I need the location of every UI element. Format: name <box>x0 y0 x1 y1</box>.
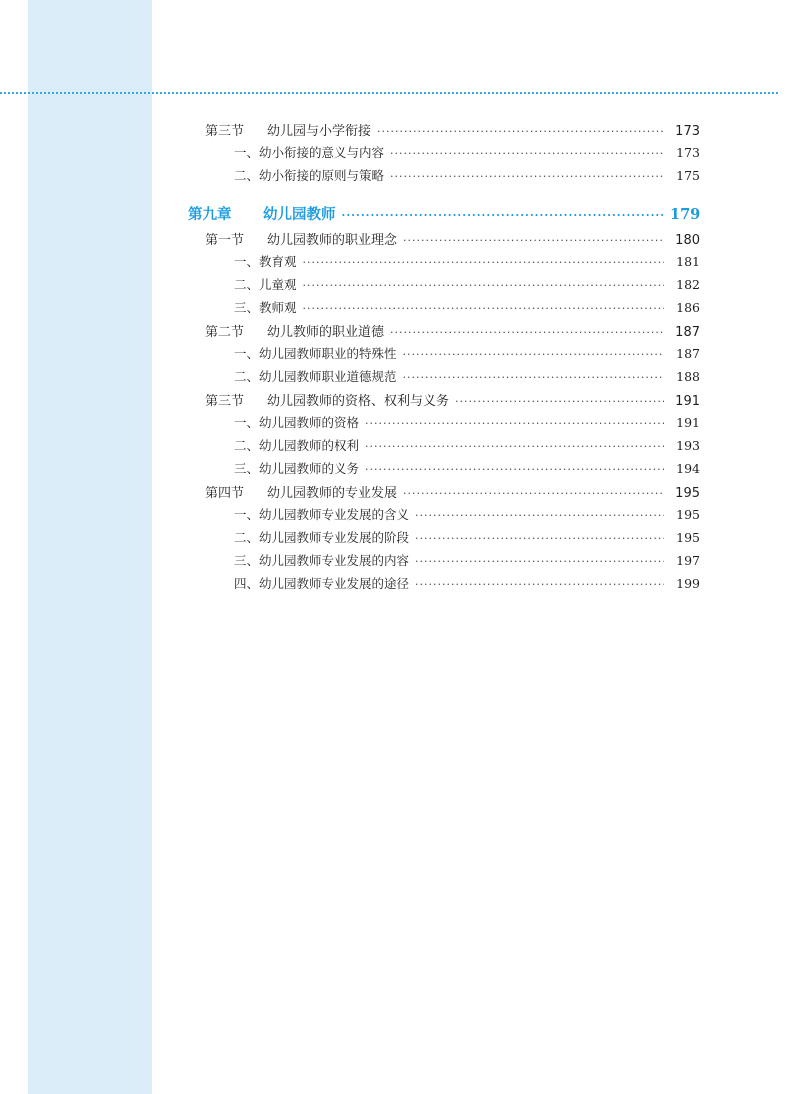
page-number: 175 <box>676 168 700 183</box>
toc-label: 三、教师观 <box>234 300 297 315</box>
toc-section-row[interactable] <box>188 482 700 505</box>
dot-leader <box>303 302 664 315</box>
page-number: 186 <box>676 300 700 315</box>
dot-leader <box>403 234 664 247</box>
dot-leader <box>403 487 664 500</box>
page-number: 187 <box>675 325 700 340</box>
toc-label: 第二节 幼儿教师的职业道德 <box>205 325 385 340</box>
toc-item-row[interactable] <box>188 344 700 367</box>
toc-item-row[interactable] <box>188 459 700 482</box>
page-number: 191 <box>675 394 700 409</box>
dot-leader <box>365 440 664 453</box>
toc-label: 一、幼小衔接的意义与内容 <box>234 145 385 160</box>
toc-label: 三、幼儿园教师的义务 <box>234 461 360 476</box>
side-color-band <box>28 0 152 1094</box>
dot-leader <box>390 326 664 339</box>
toc-label: 一、幼儿园教师的资格 <box>234 415 360 430</box>
toc-item-row[interactable] <box>188 574 700 597</box>
toc-section-row[interactable] <box>188 390 700 413</box>
dot-leader <box>377 125 664 138</box>
dot-leader <box>415 555 664 568</box>
page-number: 197 <box>676 553 700 568</box>
toc-label: 第三节 幼儿园教师的资格、权利与义务 <box>205 394 450 409</box>
page-number: 188 <box>676 369 700 384</box>
page-number: 194 <box>676 461 700 476</box>
dot-leader <box>342 209 665 222</box>
toc-label: 二、幼小衔接的原则与策略 <box>234 168 385 183</box>
page-number: 182 <box>676 277 700 292</box>
toc-item-row[interactable] <box>188 367 700 390</box>
toc-chapter-row[interactable] <box>188 203 700 229</box>
toc-item-row[interactable] <box>188 275 700 298</box>
page-number: 195 <box>676 507 700 522</box>
dot-leader <box>403 348 664 361</box>
toc-item-row[interactable] <box>188 166 700 189</box>
page-number: 187 <box>676 346 700 361</box>
toc-item-row[interactable] <box>188 413 700 436</box>
dot-leader <box>415 509 664 522</box>
toc-label: 四、幼儿园教师专业发展的途径 <box>234 576 410 591</box>
toc-item-row[interactable] <box>188 143 700 166</box>
toc-section-row[interactable] <box>188 229 700 252</box>
toc-item-row[interactable] <box>188 551 700 574</box>
page-number: 195 <box>675 486 700 501</box>
dot-leader <box>303 279 664 292</box>
dot-leader <box>455 395 664 408</box>
toc-label: 一、幼儿园教师专业发展的含义 <box>234 507 410 522</box>
toc-item-row[interactable] <box>188 505 700 528</box>
toc-label: 第四节 幼儿园教师的专业发展 <box>205 486 398 501</box>
dot-leader <box>390 147 664 160</box>
toc-label: 二、幼儿园教师专业发展的阶段 <box>234 530 410 545</box>
page-number: 191 <box>676 415 700 430</box>
dot-leader <box>365 463 664 476</box>
toc-label: 一、教育观 <box>234 254 297 269</box>
toc-item-row[interactable] <box>188 298 700 321</box>
page-number: 199 <box>676 576 700 591</box>
page-number: 195 <box>676 530 700 545</box>
toc-label: 一、幼儿园教师职业的特殊性 <box>234 346 397 361</box>
dot-leader <box>365 417 664 430</box>
toc-label: 二、儿童观 <box>234 277 297 292</box>
toc-section-row[interactable] <box>188 321 700 344</box>
dot-leader <box>403 371 664 384</box>
dot-leader <box>415 578 664 591</box>
page-number: 181 <box>676 254 700 269</box>
toc-item-row[interactable] <box>188 528 700 551</box>
toc-label: 二、幼儿园教师职业道德规范 <box>234 369 397 384</box>
dot-leader <box>303 256 664 269</box>
page-number: 173 <box>676 145 700 160</box>
toc-label: 二、幼儿园教师的权利 <box>234 438 360 453</box>
toc-label: 第九章 幼儿园教师 <box>188 206 336 223</box>
table-of-contents <box>188 120 700 597</box>
page-number: 179 <box>670 206 701 223</box>
page-number: 193 <box>676 438 700 453</box>
toc-item-row[interactable] <box>188 252 700 275</box>
toc-label: 三、幼儿园教师专业发展的内容 <box>234 553 410 568</box>
toc-item-row[interactable] <box>188 436 700 459</box>
dot-leader <box>390 170 664 183</box>
page-number: 173 <box>675 124 700 139</box>
toc-label: 第三节 幼儿园与小学衔接 <box>205 124 372 139</box>
header-dotted-rule <box>0 92 778 94</box>
dot-leader <box>415 532 664 545</box>
toc-section-row[interactable] <box>188 120 700 143</box>
page-number: 180 <box>675 233 700 248</box>
toc-label: 第一节 幼儿园教师的职业理念 <box>205 233 398 248</box>
